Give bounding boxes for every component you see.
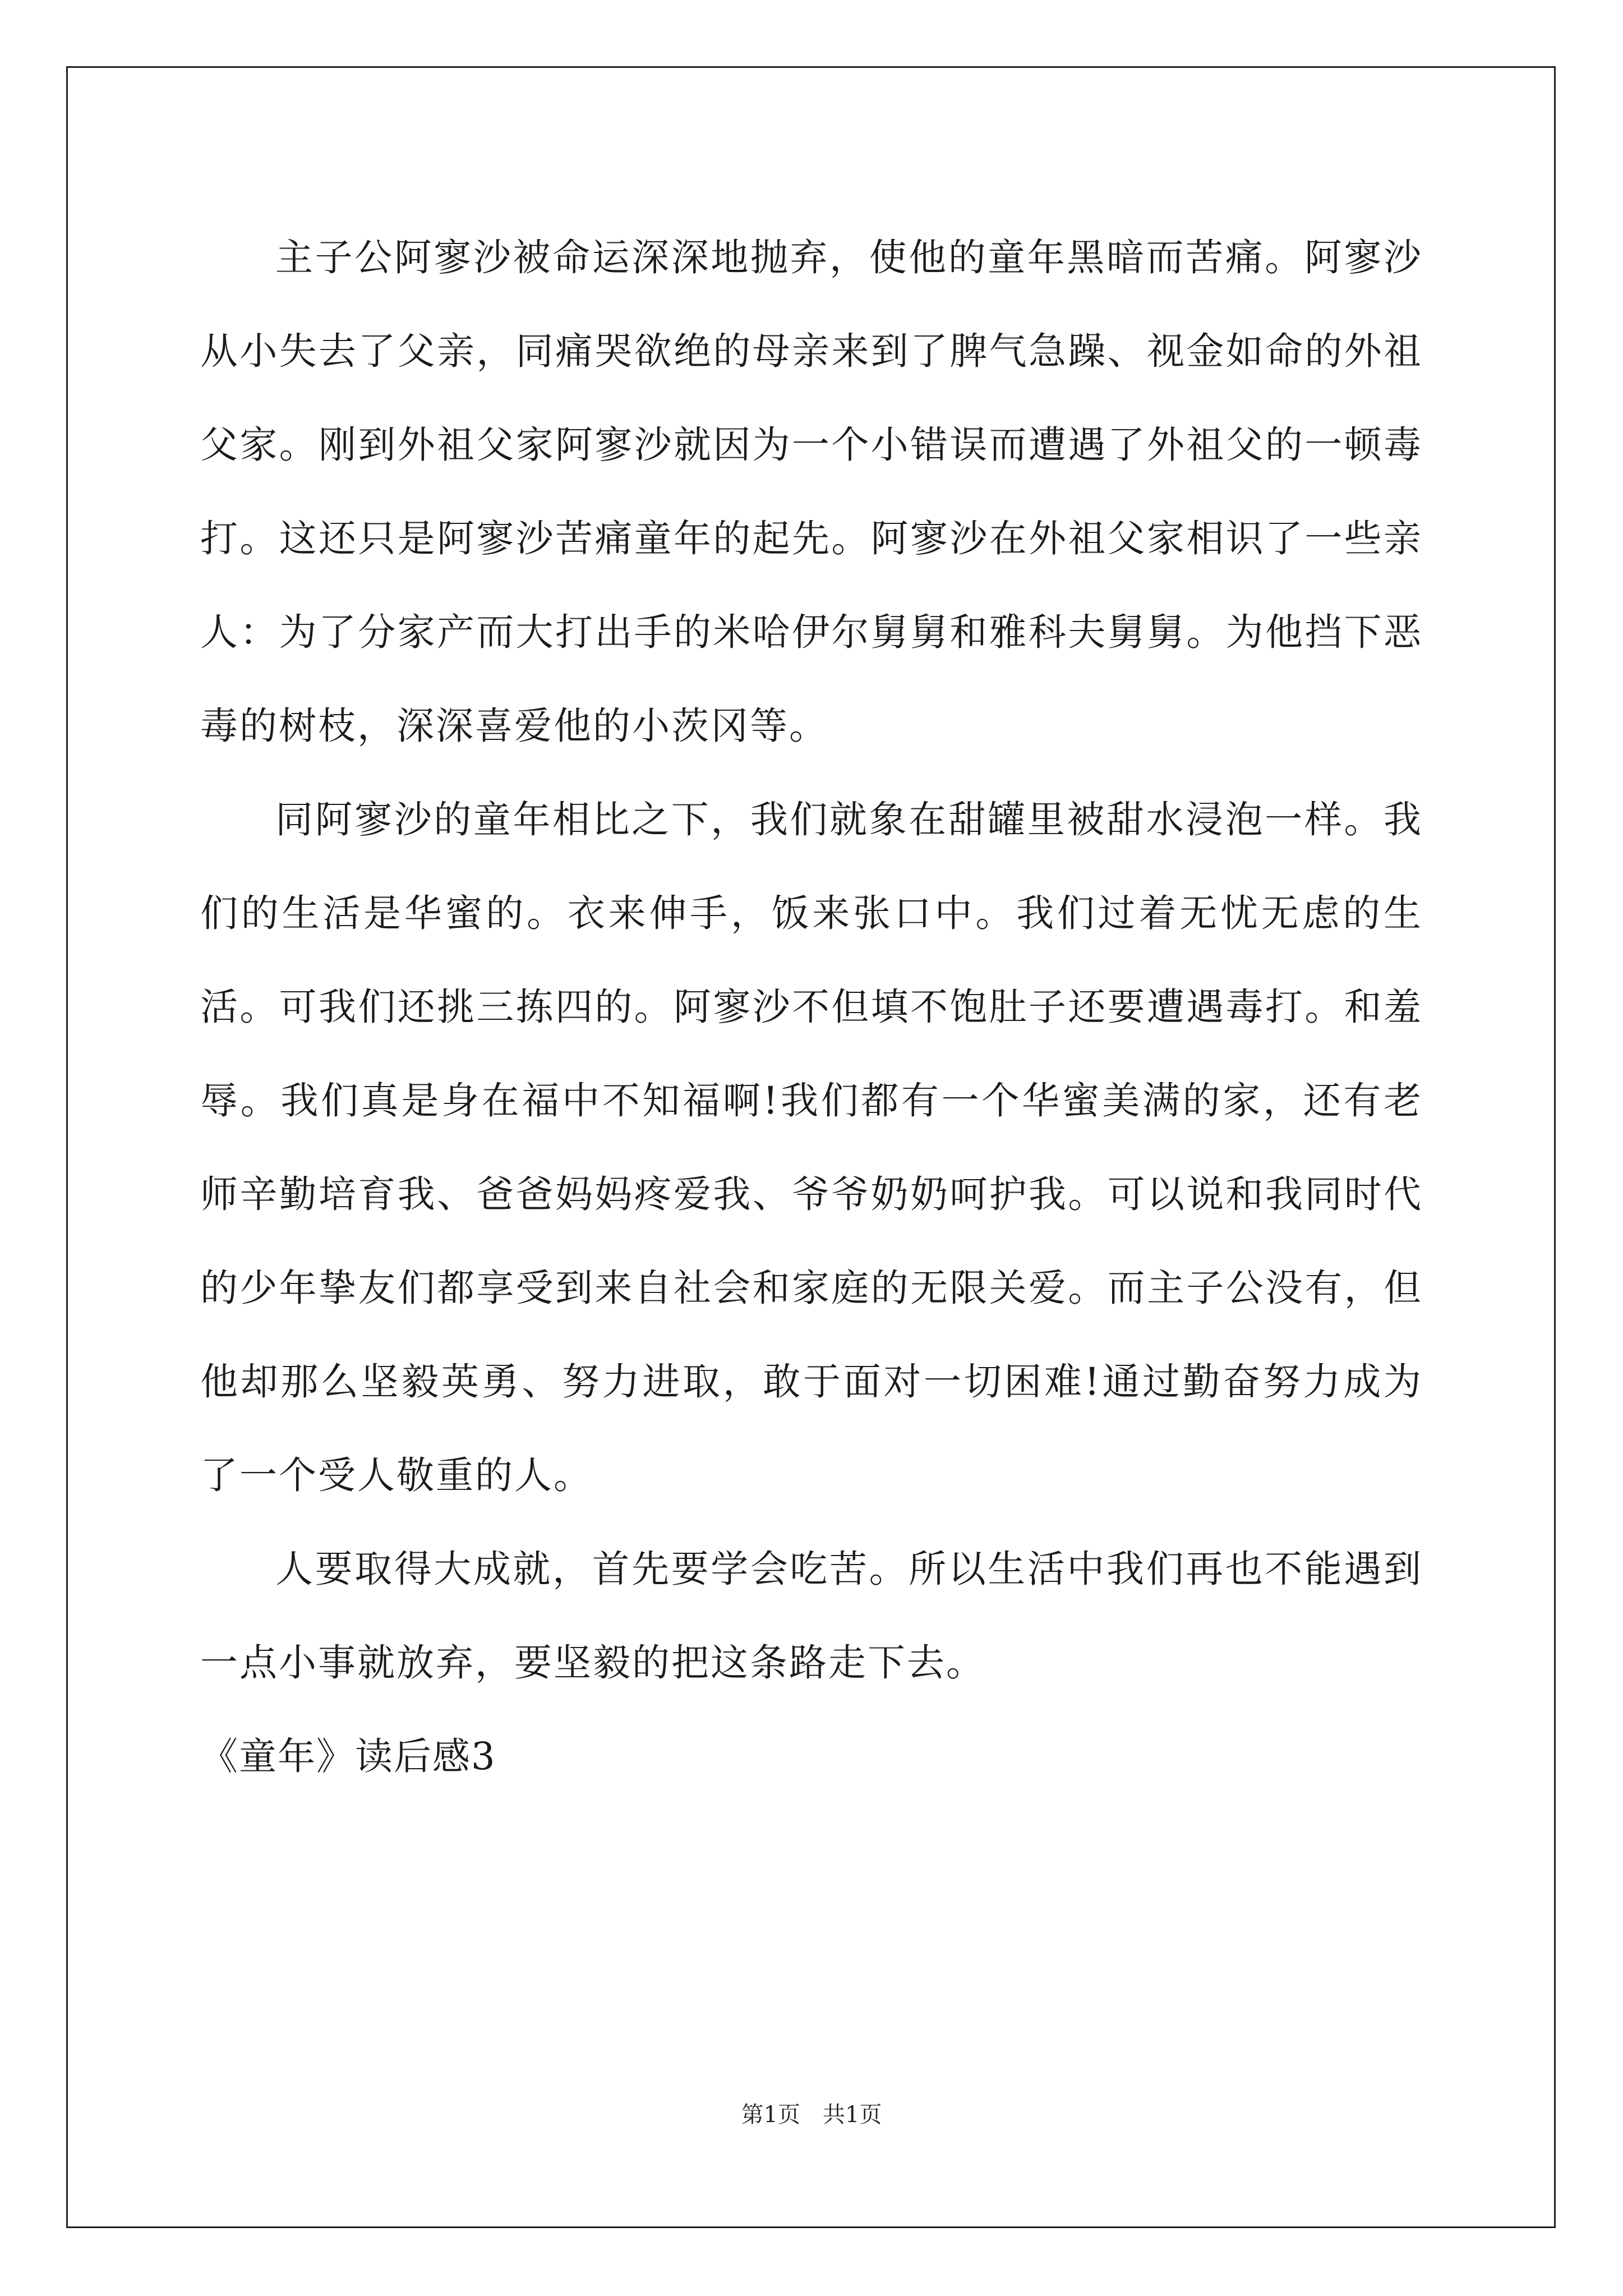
page-footer bbox=[0, 2097, 1623, 2129]
section-title: 《童年》读后感3 bbox=[200, 1734, 496, 1778]
document-body bbox=[200, 211, 1423, 1803]
page-total: 共1页 bbox=[823, 2102, 882, 2128]
page-number: 第1页 bbox=[741, 2102, 800, 2128]
paragraph-2: 同阿寥沙的童年相比之下，我们就象在甜罐里被甜水浸泡一样。我们的生活是华蜜的。衣来伸手，饭来张口中。我们过着无忧无虑的生活。可我们还挑三拣四的。阿寥沙不但填不饱肚子还要遭遇毒打。和羞辱。我们真是身在福中不知福啊!我们都有一个华蜜美满的家，还有老师辛勤培育我、爸爸妈妈疼爱我、爷爷奶奶呵护我。可以说和我同时代的少年挚友们都享受到来自社会和家庭的无限关爱。而主子公没有，但他却那么坚毅英勇、努力进取，敢于面对一切困难!通过勤奋努力成为了一个受人敬重的人。 bbox=[200, 798, 1423, 1497]
paragraph-3: 人要取得大成就，首先要学会吃苦。所以生活中我们再也不能遇到一点小事就放弃，要坚毅的把这条路走下去。 bbox=[200, 1547, 1423, 1685]
paragraph-1: 主子公阿寥沙被命运深深地抛弃，使他的童年黑暗而苦痛。阿寥沙从小失去了父亲，同痛哭欲绝的母亲来到了脾气急躁、视金如命的外祖父家。刚到外祖父家阿寥沙就因为一个小错误而遭遇了外祖父的一顿毒打。这还只是阿寥沙苦痛童年的起先。阿寥沙在外祖父家相识了一些亲人：为了分家产而大打出手的米哈伊尔舅舅和雅科夫舅舅。为他挡下恶毒的树枝，深深喜爱他的小茨冈等。 bbox=[200, 236, 1423, 748]
